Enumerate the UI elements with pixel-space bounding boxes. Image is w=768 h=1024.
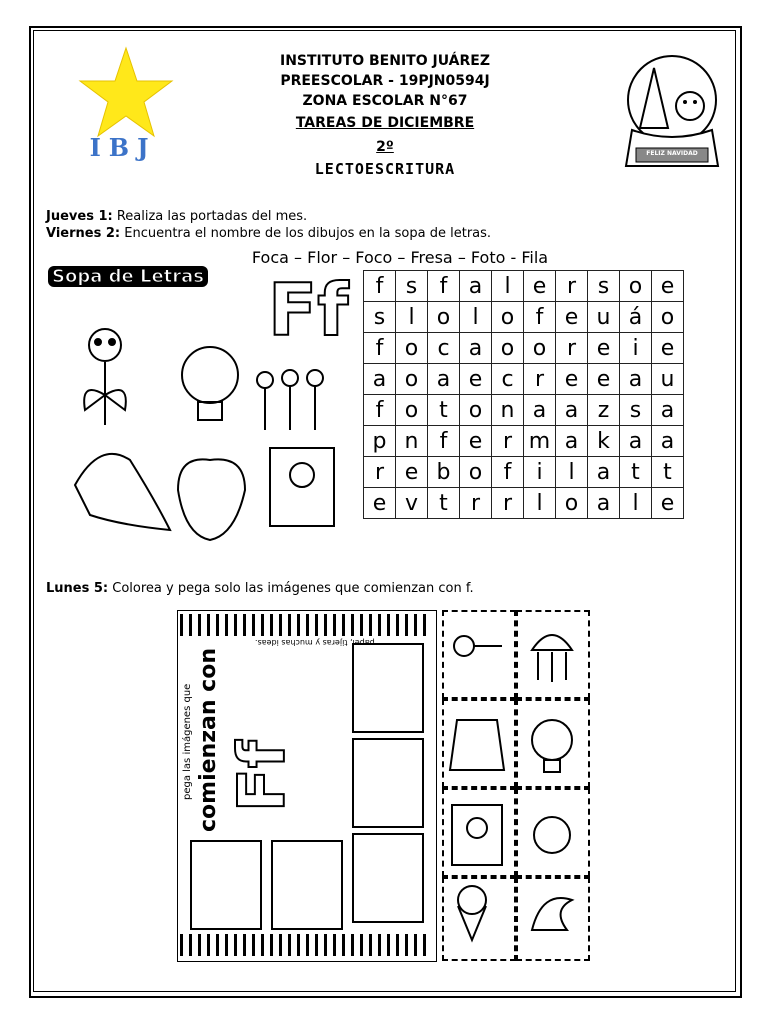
grid-cell: r (524, 364, 556, 395)
instruction-jueves (46, 209, 307, 224)
grid-cell: o (556, 488, 588, 519)
side-small-text: pega las imágenes que (182, 683, 193, 800)
grid-cell: k (588, 426, 620, 457)
grid-cell: s (620, 395, 652, 426)
grid-cell: a (524, 395, 556, 426)
fire-icon (532, 898, 572, 930)
paste-box-4 (190, 840, 262, 930)
grid-cell: a (460, 271, 492, 302)
grid-cell: f (364, 395, 396, 426)
grid-cell: r (556, 271, 588, 302)
school-level: PREESCOLAR - 19PJN0594J (280, 73, 490, 89)
lunes-label: Lunes 5: (46, 581, 109, 596)
grid-cell: o (396, 364, 428, 395)
grid-cell: n (396, 426, 428, 457)
photo-icon (270, 448, 334, 526)
grid-row (364, 364, 684, 395)
grid-row (364, 333, 684, 364)
grid-cell: e (652, 488, 684, 519)
grid-cell: a (556, 395, 588, 426)
grid-cell: u (588, 302, 620, 333)
photo-small-icon (452, 805, 502, 865)
grid-cell: l (620, 488, 652, 519)
grid-row (364, 395, 684, 426)
bulb-small-icon (532, 720, 572, 760)
jueves-text: Realiza las portadas del mes. (112, 209, 308, 224)
skirt-icon (450, 720, 504, 770)
grid-cell: e (652, 333, 684, 364)
lunes-text: Colorea y pega solo las imágenes que comienzan con f. (108, 581, 474, 596)
grid-cell: r (460, 488, 492, 519)
grid-row (364, 302, 684, 333)
grid-cell: l (556, 457, 588, 488)
grid-cell: t (428, 395, 460, 426)
grid-cell: c (428, 333, 460, 364)
grid-cell: u (652, 364, 684, 395)
grid-cell: o (524, 333, 556, 364)
grid-cell: m (524, 426, 556, 457)
grid-cell: b (428, 457, 460, 488)
grid-cell: f (428, 271, 460, 302)
logo-text: IBJ (89, 133, 157, 162)
grid-cell: a (652, 395, 684, 426)
grid-cell: a (620, 364, 652, 395)
viernes-label: Viernes 2: (46, 226, 121, 241)
grid-cell: a (460, 333, 492, 364)
flower-small-icon (454, 636, 474, 656)
grid-cell: á (620, 302, 652, 333)
light-bulb-icon (182, 347, 238, 420)
tasks-title: TAREAS DE DICIEMBRE (295, 115, 475, 131)
grid-cell: r (492, 426, 524, 457)
grid-cell: l (492, 271, 524, 302)
grid-cell: i (620, 333, 652, 364)
cutout-drawings-icon (442, 610, 588, 957)
grid-cell: f (364, 271, 396, 302)
picture-set-icon (60, 300, 360, 550)
grid-cell: t (652, 457, 684, 488)
grid-cell: a (652, 426, 684, 457)
globe-banner-text: FELIZ NAVIDAD (646, 150, 698, 157)
grid-cell: r (492, 488, 524, 519)
children-icon (257, 370, 323, 430)
grid-cell: s (396, 271, 428, 302)
bottom-border-stripes (180, 934, 432, 956)
grid-cell: r (556, 333, 588, 364)
paste-box-2 (352, 738, 424, 828)
strawberry-icon (178, 459, 245, 540)
grid-cell: a (620, 426, 652, 457)
grid-cell: t (428, 488, 460, 519)
grid-cell: e (588, 364, 620, 395)
letter-grid (363, 270, 684, 519)
subject-title: LECTOESCRITURA (314, 160, 456, 178)
grid-cell: e (460, 426, 492, 457)
school-zone: ZONA ESCOLAR N°67 (302, 93, 468, 109)
worksheet-note: papel, tijeras y muchas ideas. (255, 638, 375, 647)
flower-icon (84, 329, 126, 425)
grid-cell: e (460, 364, 492, 395)
grid-row (364, 457, 684, 488)
school-name: INSTITUTO BENITO JUÁREZ (280, 53, 490, 69)
grid-cell: e (364, 488, 396, 519)
grid-cell: a (588, 488, 620, 519)
grid-cell: a (364, 364, 396, 395)
grid-cell: f (428, 426, 460, 457)
star-logo-icon (76, 44, 176, 139)
top-border-stripes (180, 614, 432, 636)
grid-row (364, 426, 684, 457)
grid-cell: t (620, 457, 652, 488)
seal-icon (75, 454, 170, 530)
grid-cell: z (588, 395, 620, 426)
worksheet-big-letters: Ff (226, 740, 300, 812)
grid-cell: e (396, 457, 428, 488)
grid-cell: o (492, 333, 524, 364)
grid-cell: l (396, 302, 428, 333)
ff-letters: Ff (268, 268, 349, 352)
instruction-viernes (46, 226, 491, 241)
word-list: Foca – Flor – Foco – Fresa – Foto - Fila (251, 248, 549, 267)
grid-cell: l (460, 302, 492, 333)
grid-cell: i (524, 457, 556, 488)
grid-row (364, 488, 684, 519)
grid-cell: o (396, 395, 428, 426)
grid-cell: e (524, 271, 556, 302)
jueves-label: Jueves 1: (46, 209, 113, 224)
grid-cell: r (364, 457, 396, 488)
grid-cell: e (556, 364, 588, 395)
instruction-lunes (46, 581, 474, 596)
sopa-title: Sopa de Letras (48, 266, 208, 287)
icecream-icon (458, 886, 486, 914)
grid-cell: a (428, 364, 460, 395)
cat-icon (534, 817, 570, 853)
snow-globe-icon (622, 48, 722, 180)
viernes-text: Encuentra el nombre de los dibujos en la sopa de letras. (120, 226, 492, 241)
paste-box-5 (271, 840, 343, 930)
grid-cell: l (524, 488, 556, 519)
paste-box-1 (352, 643, 424, 733)
grid-cell: f (364, 333, 396, 364)
grid-cell: e (588, 333, 620, 364)
grid-cell: p (364, 426, 396, 457)
grid-cell: c (492, 364, 524, 395)
grid-cell: v (396, 488, 428, 519)
grid-cell: o (460, 457, 492, 488)
grid-cell: o (620, 271, 652, 302)
grid-cell: e (652, 271, 684, 302)
grid-cell: s (364, 302, 396, 333)
grid-cell: a (588, 457, 620, 488)
paste-box-3 (352, 833, 424, 923)
grid-cell: n (492, 395, 524, 426)
grid-cell: o (396, 333, 428, 364)
side-big-text-visible: comienzan con (196, 648, 221, 832)
grid-cell: o (428, 302, 460, 333)
grid-cell: o (460, 395, 492, 426)
grid-cell: s (588, 271, 620, 302)
grid-cell: f (524, 302, 556, 333)
grid-cell: a (556, 426, 588, 457)
grade: 2º (376, 139, 394, 155)
jellyfish-icon (532, 635, 572, 682)
grid-cell: o (492, 302, 524, 333)
grid-cell: f (492, 457, 524, 488)
grid-cell: o (652, 302, 684, 333)
grid-cell: e (556, 302, 588, 333)
grid-row (364, 271, 684, 302)
